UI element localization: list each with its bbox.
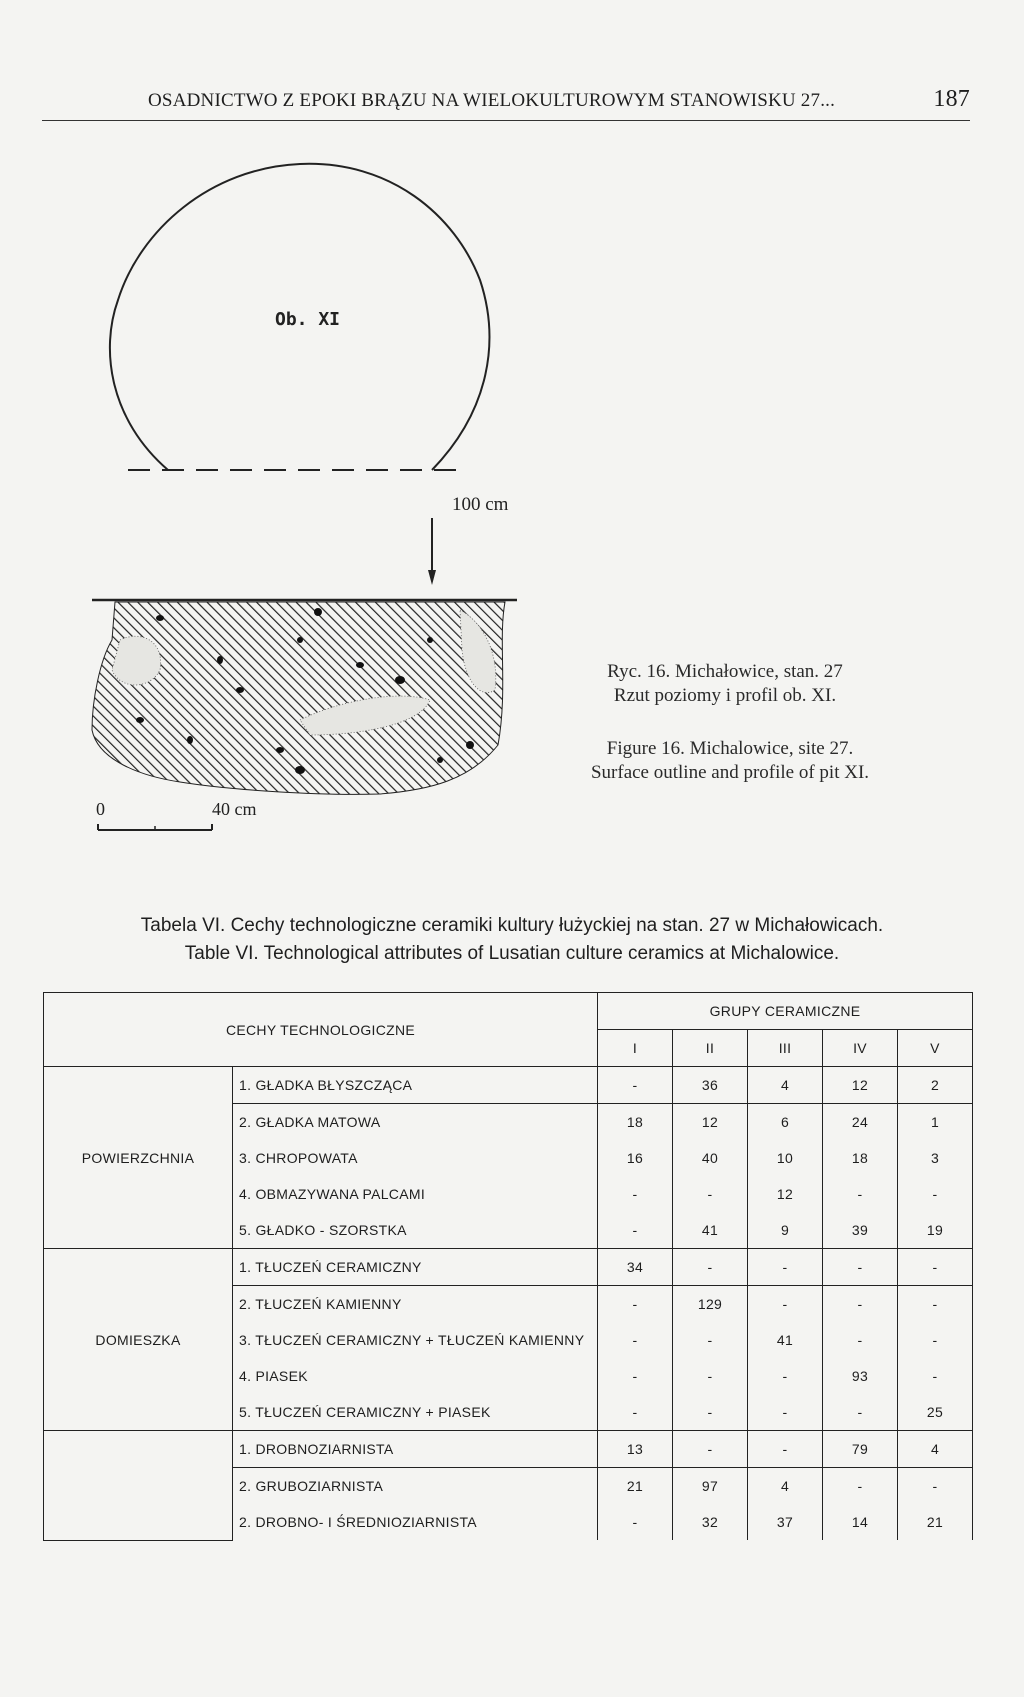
- scale-zero: 0: [96, 799, 105, 819]
- value-cell: -: [898, 1249, 973, 1286]
- value-cell: 21: [598, 1468, 673, 1505]
- value-cell: 9: [748, 1212, 823, 1249]
- scale-label: 40 cm: [212, 799, 257, 819]
- table-row: [44, 1431, 973, 1468]
- value-cell: 1: [898, 1104, 973, 1141]
- value-cell: -: [823, 1286, 898, 1323]
- value-cell: -: [673, 1394, 748, 1431]
- value-cell: 21: [898, 1504, 973, 1540]
- feature-cell: 1. DROBNOZIARNISTA: [233, 1431, 598, 1468]
- feature-cell: 5. GŁADKO - SZORSTKA: [233, 1212, 598, 1249]
- feature-cell: 3. CHROPOWATA: [233, 1140, 598, 1176]
- value-cell: -: [673, 1249, 748, 1286]
- table-body: [44, 1067, 973, 1541]
- pit-profile-fill: [92, 602, 505, 794]
- running-title: OSADNICTWO Z EPOKI BRĄZU NA WIELOKULTUROWYM STANOWISKU 27...: [148, 90, 836, 111]
- value-cell: 129: [673, 1286, 748, 1323]
- feature-cell: 1. TŁUCZEŃ CERAMICZNY: [233, 1249, 598, 1286]
- group-label: IV: [823, 1030, 898, 1067]
- value-cell: -: [598, 1176, 673, 1212]
- value-cell: -: [748, 1249, 823, 1286]
- group-label: III: [748, 1030, 823, 1067]
- value-cell: -: [823, 1394, 898, 1431]
- value-cell: -: [898, 1468, 973, 1505]
- value-cell: 12: [673, 1104, 748, 1141]
- value-cell: -: [598, 1358, 673, 1394]
- feature-cell: 2. DROBNO- I ŚREDNIOZIARNISTA: [233, 1504, 598, 1540]
- value-cell: 41: [748, 1322, 823, 1358]
- value-cell: 37: [748, 1504, 823, 1540]
- ceramics-attributes-table: [43, 992, 973, 1541]
- value-cell: -: [598, 1504, 673, 1540]
- value-cell: -: [898, 1176, 973, 1212]
- value-cell: 79: [823, 1431, 898, 1468]
- value-cell: -: [898, 1358, 973, 1394]
- profile-width-label: 100 cm: [452, 494, 509, 515]
- caption-pl-line2: Rzut poziomy i profil ob. XI.: [613, 685, 837, 706]
- category-cell: [44, 1431, 233, 1541]
- value-cell: 4: [748, 1468, 823, 1505]
- plan-label: Ob. XI: [275, 309, 341, 330]
- value-cell: 32: [673, 1504, 748, 1540]
- value-cell: 97: [673, 1468, 748, 1505]
- value-cell: -: [898, 1322, 973, 1358]
- value-cell: 34: [598, 1249, 673, 1286]
- value-cell: 19: [898, 1212, 973, 1249]
- feature-cell: 1. GŁADKA BŁYSZCZĄCA: [233, 1067, 598, 1104]
- value-cell: -: [898, 1286, 973, 1323]
- value-cell: 12: [823, 1067, 898, 1104]
- value-cell: 12: [748, 1176, 823, 1212]
- category-cell: DOMIESZKA: [44, 1249, 233, 1431]
- value-cell: -: [673, 1358, 748, 1394]
- value-cell: 14: [823, 1504, 898, 1540]
- feature-cell: 2. TŁUCZEŃ KAMIENNY: [233, 1286, 598, 1323]
- value-cell: 16: [598, 1140, 673, 1176]
- caption-en-line2: Surface outline and profile of pit XI.: [590, 762, 870, 783]
- feature-cell: 5. TŁUCZEŃ CERAMICZNY + PIASEK: [233, 1394, 598, 1431]
- group-label: V: [898, 1030, 973, 1067]
- value-cell: 93: [823, 1358, 898, 1394]
- header-groups: GRUPY CERAMICZNE: [598, 993, 973, 1030]
- value-cell: -: [748, 1431, 823, 1468]
- table-row: [44, 1249, 973, 1286]
- figure-caption-en: [550, 737, 910, 785]
- value-cell: 40: [673, 1140, 748, 1176]
- table-header-row: [44, 993, 973, 1030]
- value-cell: 39: [823, 1212, 898, 1249]
- figure-caption-pl: [560, 660, 890, 708]
- table-caption-en: Table VI. Technological attributes of Lusatian culture ceramics at Michalowice.: [184, 943, 840, 964]
- group-label: II: [673, 1030, 748, 1067]
- value-cell: -: [673, 1176, 748, 1212]
- header-features: CECHY TECHNOLOGICZNE: [44, 993, 598, 1067]
- value-cell: -: [598, 1286, 673, 1323]
- value-cell: -: [673, 1322, 748, 1358]
- caption-en-line1: Figure 16. Michalowice, site 27.: [606, 738, 854, 759]
- page-number: 187: [933, 86, 970, 112]
- value-cell: 6: [748, 1104, 823, 1141]
- value-cell: 2: [898, 1067, 973, 1104]
- feature-cell: 4. PIASEK: [233, 1358, 598, 1394]
- value-cell: -: [748, 1394, 823, 1431]
- caption-pl-line1: Ryc. 16. Michałowice, stan. 27: [607, 661, 843, 682]
- table-row: [44, 1067, 973, 1104]
- value-cell: -: [823, 1249, 898, 1286]
- feature-cell: 2. GŁADKA MATOWA: [233, 1104, 598, 1141]
- value-cell: -: [598, 1067, 673, 1104]
- value-cell: -: [673, 1431, 748, 1468]
- value-cell: -: [823, 1176, 898, 1212]
- value-cell: -: [598, 1322, 673, 1358]
- value-cell: 24: [823, 1104, 898, 1141]
- group-label: I: [598, 1030, 673, 1067]
- value-cell: 10: [748, 1140, 823, 1176]
- value-cell: 41: [673, 1212, 748, 1249]
- value-cell: 4: [898, 1431, 973, 1468]
- value-cell: 18: [823, 1140, 898, 1176]
- value-cell: 3: [898, 1140, 973, 1176]
- value-cell: -: [823, 1322, 898, 1358]
- value-cell: -: [823, 1468, 898, 1505]
- category-cell: POWIERZCHNIA: [44, 1067, 233, 1249]
- value-cell: -: [598, 1212, 673, 1249]
- value-cell: -: [748, 1286, 823, 1323]
- value-cell: 25: [898, 1394, 973, 1431]
- value-cell: -: [598, 1394, 673, 1431]
- feature-cell: 4. OBMAZYWANA PALCAMI: [233, 1176, 598, 1212]
- value-cell: 13: [598, 1431, 673, 1468]
- table-caption-pl: Tabela VI. Cechy technologiczne ceramiki kultury łużyckiej na stan. 27 w Michałowicach.: [140, 915, 884, 936]
- value-cell: 36: [673, 1067, 748, 1104]
- value-cell: -: [748, 1358, 823, 1394]
- value-cell: 18: [598, 1104, 673, 1141]
- feature-cell: 3. TŁUCZEŃ CERAMICZNY + TŁUCZEŃ KAMIENNY: [233, 1322, 598, 1358]
- value-cell: 4: [748, 1067, 823, 1104]
- feature-cell: 2. GRUBOZIARNISTA: [233, 1468, 598, 1505]
